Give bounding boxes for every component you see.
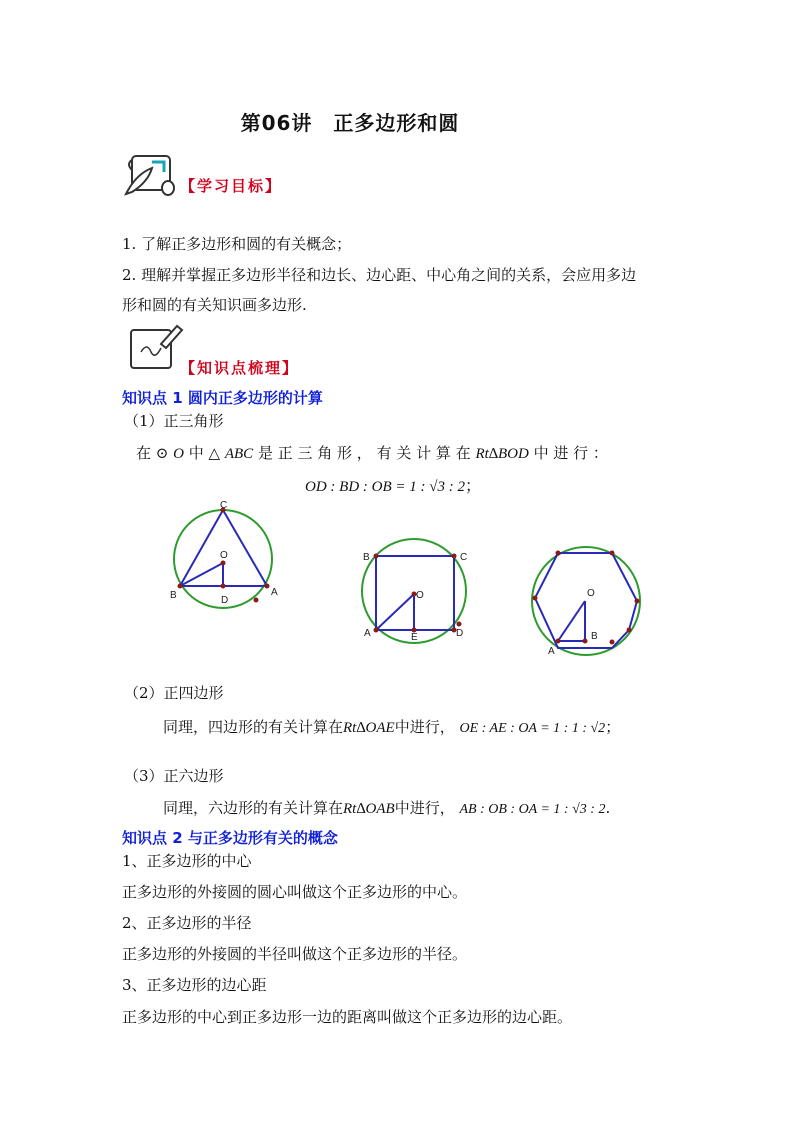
stmt-end: 中 进 行 ： bbox=[533, 444, 608, 462]
label-A: A bbox=[364, 628, 371, 639]
label-C: C bbox=[220, 500, 228, 511]
square-end: ； bbox=[605, 718, 621, 736]
kp2-item-1-text: 正多边形的外接圆的圆心叫做这个正多边形的中心。 bbox=[122, 883, 468, 901]
label-O: O bbox=[587, 588, 595, 599]
label-B: B bbox=[591, 631, 598, 642]
stmt-abc: ABC bbox=[224, 446, 254, 462]
kp2-heading: 知识点 2 与正多边形有关的概念 bbox=[122, 829, 338, 847]
page-title: 第06讲 正多边形和圆 bbox=[240, 111, 460, 135]
square-text: 同理，四边形的有关计算在 bbox=[163, 718, 344, 736]
hexagon-statement bbox=[163, 797, 610, 818]
square-label: （2）正四边形 bbox=[124, 684, 224, 702]
label-O: O bbox=[220, 550, 228, 561]
stmt-rt: Rt∆BOD bbox=[475, 446, 529, 462]
goals-banner: 【学习目标】 bbox=[180, 177, 283, 195]
label-D: D bbox=[456, 628, 464, 639]
kp2-item-3-heading: 3、正多边形的边心距 bbox=[122, 976, 267, 994]
square-rt: Rt∆OAE bbox=[343, 720, 395, 736]
points-banner: 【知识点梳理】 bbox=[180, 359, 300, 377]
kp2-item-2-heading: 2、正多边形的半径 bbox=[122, 914, 252, 932]
goal-1: 1. 了解正多边形和圆的有关概念； bbox=[122, 235, 352, 253]
hexagon-rt: Rt∆OAB bbox=[343, 801, 395, 817]
triangle-formula: OD : BD : OB = 1 : √3 : 2 bbox=[305, 479, 465, 495]
triangle-statement bbox=[136, 442, 608, 463]
triangle-formula-end: ； bbox=[465, 476, 482, 495]
label-B: B bbox=[170, 590, 177, 601]
goal-2: 2. 理解并掌握正多边形半径和边长、边心距、中心角之间的关系，会应用多边 bbox=[122, 266, 637, 284]
hexagon-text: 同理，六边形的有关计算在 bbox=[163, 799, 344, 817]
hexagon-mid: 中进行， bbox=[394, 799, 455, 817]
stmt-pre: 在 ⊙ bbox=[136, 444, 169, 462]
square-figure bbox=[355, 538, 485, 648]
label-A: A bbox=[271, 587, 278, 598]
kp2-item-2-text: 正多边形的外接圆的半径叫做这个正多边形的半径。 bbox=[122, 945, 468, 963]
kp2-item-1-heading: 1、正多边形的中心 bbox=[122, 852, 252, 870]
square-mid: 中进行， bbox=[394, 718, 455, 736]
notebook-pen-icon bbox=[125, 322, 185, 372]
triangle-label: （1）正三角形 bbox=[124, 412, 224, 430]
label-C: C bbox=[460, 552, 468, 563]
hexagon-end: . bbox=[605, 799, 611, 817]
hexagon-formula: AB : OB : OA = 1 : √3 : 2 bbox=[459, 802, 606, 817]
label-B: B bbox=[363, 552, 370, 563]
label-A: A bbox=[548, 646, 555, 657]
scroll-quill-icon bbox=[122, 150, 182, 200]
stmt-mid2: 是 正 三 角 形 ， 有 关 计 算 在 bbox=[257, 444, 471, 462]
hexagon-figure bbox=[525, 538, 655, 658]
square-formula: OE : AE : OA = 1 : 1 : √2 bbox=[459, 721, 606, 736]
hexagon-label: （3）正六边形 bbox=[124, 767, 224, 785]
triangle-figure bbox=[160, 500, 290, 620]
triangle-formula-line bbox=[305, 473, 481, 496]
goal-3: 形和圆的有关知识画多边形. bbox=[122, 296, 307, 314]
label-O: O bbox=[416, 590, 424, 601]
label-D: D bbox=[221, 595, 229, 606]
label-E: E bbox=[411, 632, 418, 643]
stmt-o: O bbox=[173, 446, 184, 462]
kp1-heading: 知识点 1 圆内正多边形的计算 bbox=[122, 389, 323, 407]
stmt-mid1: 中 △ bbox=[188, 444, 221, 462]
square-statement bbox=[163, 716, 620, 737]
kp2-item-3-text: 正多边形的中心到正多边形一边的距离叫做这个正多边形的边心距。 bbox=[122, 1008, 573, 1026]
